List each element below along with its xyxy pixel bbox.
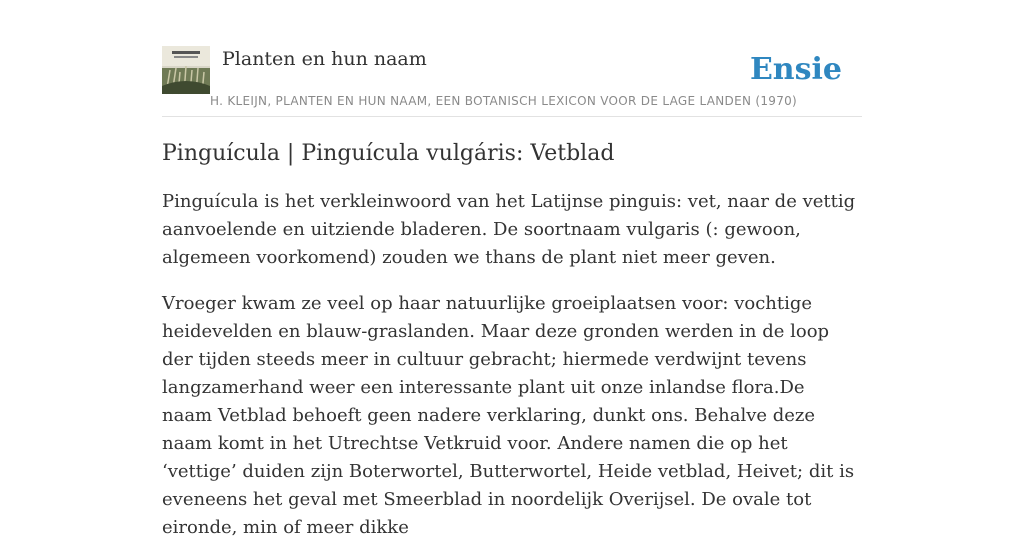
article-paragraph-2: Vroeger kwam ze veel op haar natuurlijke groeiplaatsen voor: vochtige heidevelden en blauw-graslanden. Maar deze gronden werden in de loop der tijden steeds meer in cultuur gebracht; hiermede verdwijnt tevens langzamerhand weer een interessante plant uit onze inlandse flora.De naam Vetblad behoeft geen nadere verklaring, dunkt ons. Behalve deze naam komt in het Utrechtse Vetkruid voor. Andere namen die op het ‘vettige’ duiden zijn Boterwortel, Butterwortel, Heide vetblad, Heivet; dit is eveneens het geval met Smeerblad in noordelijk Overijsel. De ovale tot eironde, min of meer dikke: [162, 293, 855, 538]
article: [162, 138, 862, 542]
article-title: Pinguícula | Pinguícula vulgáris: Vetblad: [162, 141, 615, 166]
source-avatar[interactable]: [162, 46, 210, 94]
source-subtitle: H. KLEIJN, PLANTEN EN HUN NAAM, EEN BOTANISCH LEXICON VOOR DE LAGE LANDEN (1970): [210, 94, 798, 108]
source-title[interactable]: Planten en hun naam: [222, 48, 427, 70]
brand-logo[interactable]: Ensie: [749, 52, 842, 87]
article-paragraph-1: Pinguícula is het verkleinwoord van het Latijnse pinguis: vet, naar de vettig aanvoelende en uitziende bladeren. De soortnaam vulgaris (: gewoon, algemeen voorkomend) zouden we thans de plant niet meer geven.: [162, 191, 856, 268]
book-cover-icon: [162, 46, 210, 94]
source-header: [162, 46, 862, 117]
